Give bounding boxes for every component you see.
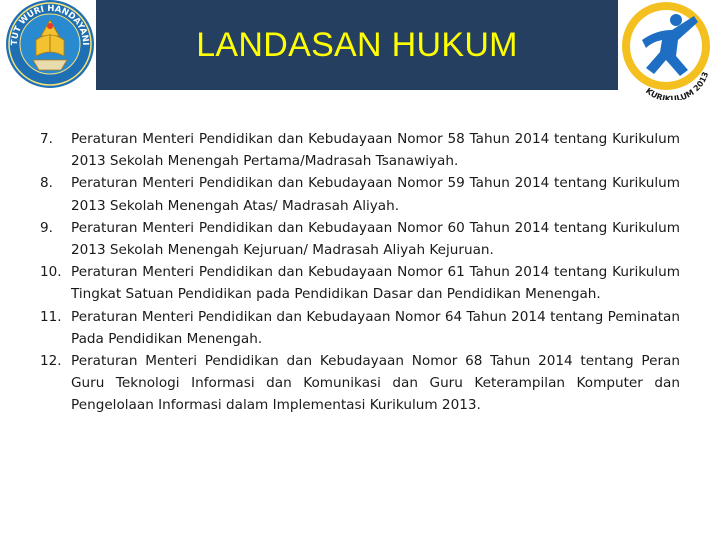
- item-text: Peraturan Menteri Pendidikan dan Kebudayaan Nomor 59 Tahun 2014 tentang Kurikulum 2013 Sekolah Menengah Atas/ Madrasah Aliyah.: [71, 175, 680, 214]
- page-title: LANDASAN HUKUM: [196, 25, 518, 64]
- item-number: 11.: [40, 308, 62, 325]
- svg-text:KURIKULUM 2013: KURIKULUM 2013: [643, 70, 711, 100]
- item-number: 8.: [40, 175, 53, 192]
- item-number: 7.: [40, 131, 53, 147]
- item-text: Peraturan Menteri Pendidikan dan Kebudayaan Nomor 64 Tahun 2014 tentang Peminatan Pada Pendidikan Menengah.: [71, 308, 680, 347]
- item-text: Peraturan Menteri Pendidikan dan Kebudayaan Nomor 68 Tahun 2014 tentang Peran Guru Teknologi Informasi dan Komunikasi dan Guru Keterampilan Komputer dan Pengelolaan Informasi dalam Implementasi Kurikulum 2013.: [71, 353, 680, 414]
- list-item: [40, 128, 680, 172]
- list-item: [40, 261, 680, 305]
- item-number: 10.: [40, 264, 62, 281]
- tut-wuri-handayani-emblem-icon: [3, 0, 97, 90]
- item-number: 9.: [40, 219, 53, 236]
- title-banner: [96, 0, 618, 90]
- regulation-list: [40, 128, 680, 417]
- list-item: [40, 306, 680, 350]
- list-item: [40, 217, 680, 261]
- kurikulum-2013-logo-icon: [616, 0, 716, 100]
- item-text: Peraturan Menteri Pendidikan dan Kebudayaan Nomor 60 Tahun 2014 tentang Kurikulum 2013 Sekolah Menengah Kejuruan/ Madrasah Aliyah Kejuruan.: [71, 219, 680, 259]
- item-text: Peraturan Menteri Pendidikan dan Kebudayaan Nomor 61 Tahun 2014 tentang Kurikulum Tingkat Satuan Pendidikan pada Pendidikan Dasar dan Pendidikan Menengah.: [71, 264, 680, 303]
- list-item: [40, 350, 680, 417]
- item-text: Peraturan Menteri Pendidikan dan Kebudayaan Nomor 58 Tahun 2014 tentang Kurikulum 2013 Sekolah Menengah Pertama/Madrasah Tsanawiyah.: [71, 131, 680, 170]
- item-number: 12.: [40, 353, 62, 370]
- list-item: [40, 172, 680, 216]
- svg-text:TUT WURI HANDAYANI: TUT WURI HANDAYANI: [9, 3, 91, 46]
